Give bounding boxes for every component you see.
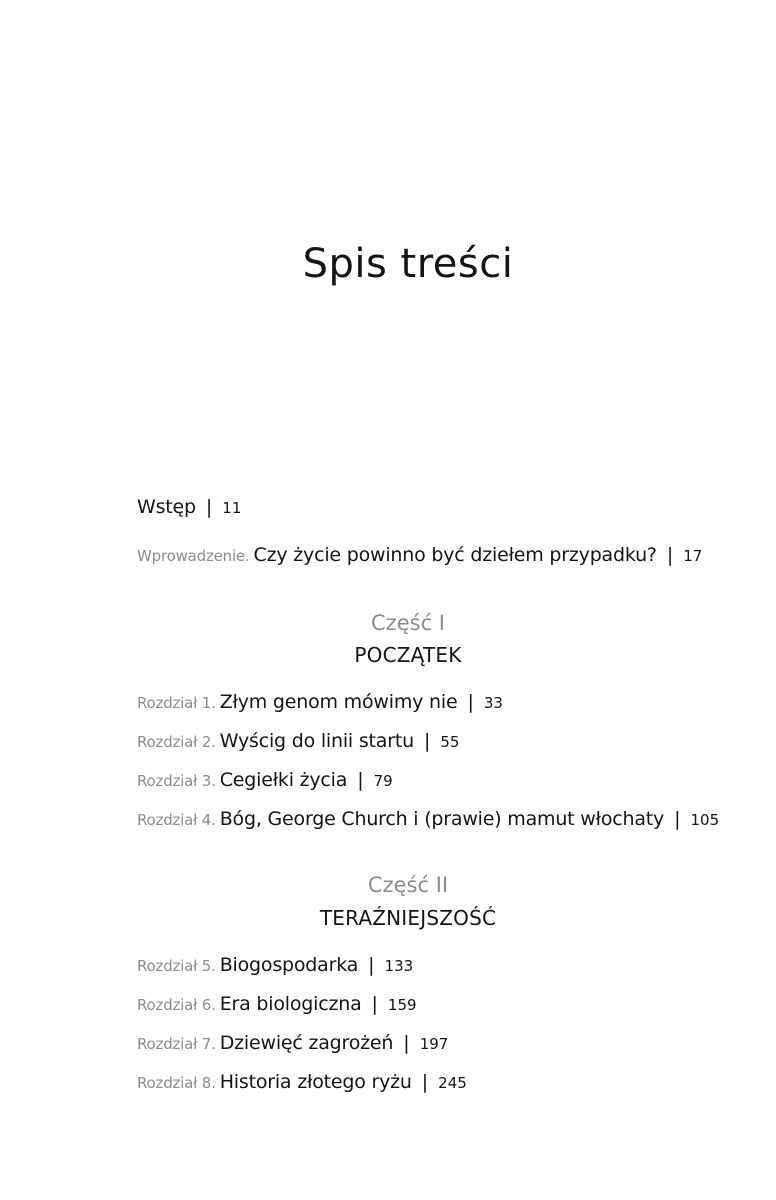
entry-label: Rozdział 8. — [137, 1074, 216, 1092]
separator: | — [403, 1032, 410, 1054]
entry-label: Rozdział 3. — [137, 772, 216, 790]
separator: | — [674, 808, 681, 830]
page-number: 33 — [483, 694, 503, 712]
entry-label: Rozdział 6. — [137, 996, 216, 1014]
page-title: Spis treści — [302, 241, 514, 287]
toc-entry-introduction[interactable] — [137, 495, 241, 520]
toc-entry-chapter-2[interactable] — [137, 729, 459, 754]
entry-title: Biogospodarka — [219, 954, 359, 976]
page-number: 105 — [690, 811, 720, 829]
toc-entry-chapter-3[interactable] — [137, 768, 393, 793]
page-number: 55 — [440, 733, 460, 751]
entry-title: Wstęp — [137, 496, 196, 518]
entry-label: Wprowadzenie. — [137, 547, 250, 565]
entry-label: Rozdział 7. — [137, 1035, 216, 1053]
page-number: 79 — [373, 772, 393, 790]
page-number: 133 — [384, 957, 414, 975]
page-number: 245 — [438, 1074, 467, 1092]
page-number: 11 — [222, 499, 242, 517]
toc-entry-chapter-5[interactable] — [137, 953, 413, 978]
separator: | — [205, 496, 213, 518]
part-name: POCZĄTEK — [354, 643, 462, 667]
toc-entry-chapter-4[interactable] — [137, 807, 719, 832]
entry-title: Wyścig do linii startu — [219, 730, 414, 752]
toc-entry-chapter-1[interactable] — [137, 690, 503, 715]
page-number: 17 — [683, 547, 703, 565]
entry-title: Czy życie powinno być dziełem przypadku? — [253, 544, 657, 566]
separator: | — [421, 1071, 429, 1093]
separator: | — [467, 691, 474, 713]
separator: | — [666, 544, 674, 566]
toc-entry-prologue[interactable] — [137, 543, 702, 568]
entry-label: Rozdział 4. — [137, 811, 216, 829]
separator: | — [371, 993, 378, 1015]
page-number: 159 — [387, 996, 417, 1014]
toc-entry-chapter-8[interactable] — [137, 1070, 467, 1095]
toc-entry-chapter-6[interactable] — [137, 992, 417, 1017]
entry-label: Rozdział 2. — [137, 733, 216, 751]
separator: | — [357, 769, 364, 791]
part-name: TERAŹNIEJSZOŚĆ — [319, 906, 497, 930]
entry-label: Rozdział 5. — [137, 957, 216, 975]
entry-title: Bóg, George Church i (prawie) mamut włochaty — [219, 808, 665, 830]
entry-title: Historia złotego ryżu — [219, 1071, 412, 1093]
separator: | — [368, 954, 375, 976]
part-label: Część I — [371, 611, 445, 635]
page-number: 197 — [419, 1035, 449, 1053]
separator: | — [423, 730, 431, 752]
entry-title: Dziewięć zagrożeń — [219, 1032, 394, 1054]
entry-title: Cegiełki życia — [219, 769, 348, 791]
entry-title: Era biologiczna — [219, 993, 362, 1015]
toc-entry-chapter-7[interactable] — [137, 1031, 448, 1056]
entry-title: Złym genom mówimy nie — [219, 691, 458, 713]
entry-label: Rozdział 1. — [137, 694, 216, 712]
part-label: Część II — [367, 873, 449, 897]
